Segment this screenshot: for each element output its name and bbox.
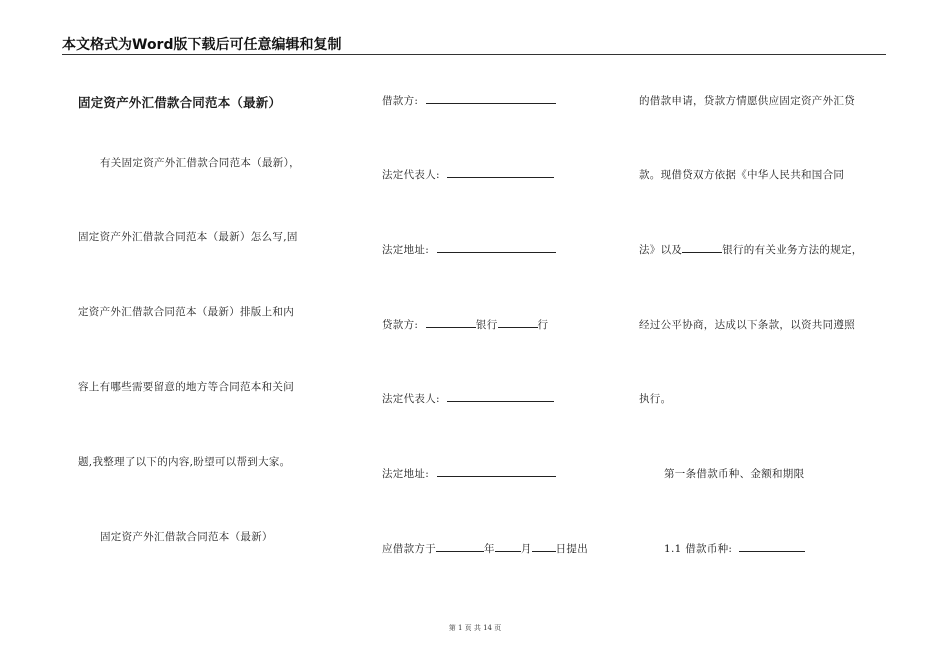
lender-addr-blank[interactable] [437,466,556,477]
section-heading: 固定资产外汇借款合同范本（最新） [100,531,273,543]
borrower-line [382,93,556,108]
lender-rep-blank[interactable] [447,391,554,402]
lender-label: 贷款方: [382,319,419,331]
paragraph-line: 题,我整理了以下的内容,盼望可以帮到大家。 [78,456,291,468]
borrower-rep-label: 法定代表人: [382,169,440,181]
paragraph-line: 有关固定资产外汇借款合同范本（最新）， [100,157,300,169]
day-blank[interactable] [532,541,556,552]
lender-bank-text: 银行 [475,319,498,331]
borrower-addr-blank[interactable] [437,242,556,253]
lender-addr-label: 法定地址: [382,468,430,480]
borrower-blank[interactable] [426,93,556,104]
lender-name-blank[interactable] [426,317,476,328]
paragraph-line: 款。现借贷双方依据《中华人民共和国合同 [639,169,845,181]
page-number: 第 1 页 共 14 页 [448,624,502,632]
borrower-rep-blank[interactable] [447,167,554,178]
apply-date-line [382,541,588,556]
lender-line [382,317,548,332]
borrower-addr-label: 法定地址: [382,244,430,256]
paragraph-line: 容上有哪些需要留意的地方等合同范本和关问 [78,381,294,393]
column-1 [0,0,330,672]
header-title: 本文格式为Word版下载后可任意编辑和复制 [62,37,342,53]
month-text: 月 [520,543,532,555]
paragraph-line: 定资产外汇借款合同范本（最新）排版上和内 [78,306,294,318]
article-heading: 第一条借款币种、金额和期限 [664,468,805,480]
column-2 [330,0,630,672]
apply-prefix: 应借款方于 [382,543,436,555]
bank-name-blank[interactable] [682,242,722,253]
year-text: 年 [484,543,495,555]
currency-line [664,541,805,556]
rules-text: 银行的有关业务方法的规定， [722,244,863,256]
paragraph-line-with-blank [639,242,863,257]
borrower-label: 借款方: [382,95,419,107]
month-blank[interactable] [495,541,521,552]
lender-rep-label: 法定代表人: [382,393,440,405]
currency-blank[interactable] [739,541,805,552]
column-3 [630,0,950,672]
paragraph-line: 经过公平协商，达成以下条款，以资共同遵照 [639,319,855,331]
document-title: 固定资产外汇借款合同范本（最新） [78,95,282,110]
law-text: 法》以及 [639,244,683,256]
borrower-addr-line [382,242,556,257]
paragraph-line: 执行。 [639,393,672,405]
borrower-rep-line [382,167,554,182]
year-blank[interactable] [436,541,484,552]
lender-branch-blank[interactable] [498,317,538,328]
lender-branch-text: 行 [537,319,549,331]
lender-addr-line [382,466,556,481]
day-suffix: 日提出 [555,543,589,555]
paragraph-line: 的借款申请，贷款方情愿供应固定资产外汇贷 [639,95,855,107]
paragraph-line: 固定资产外汇借款合同范本（最新）怎么写,固 [78,231,298,243]
lender-rep-line [382,391,554,406]
currency-label: 1.1 借款币种: [664,543,733,555]
